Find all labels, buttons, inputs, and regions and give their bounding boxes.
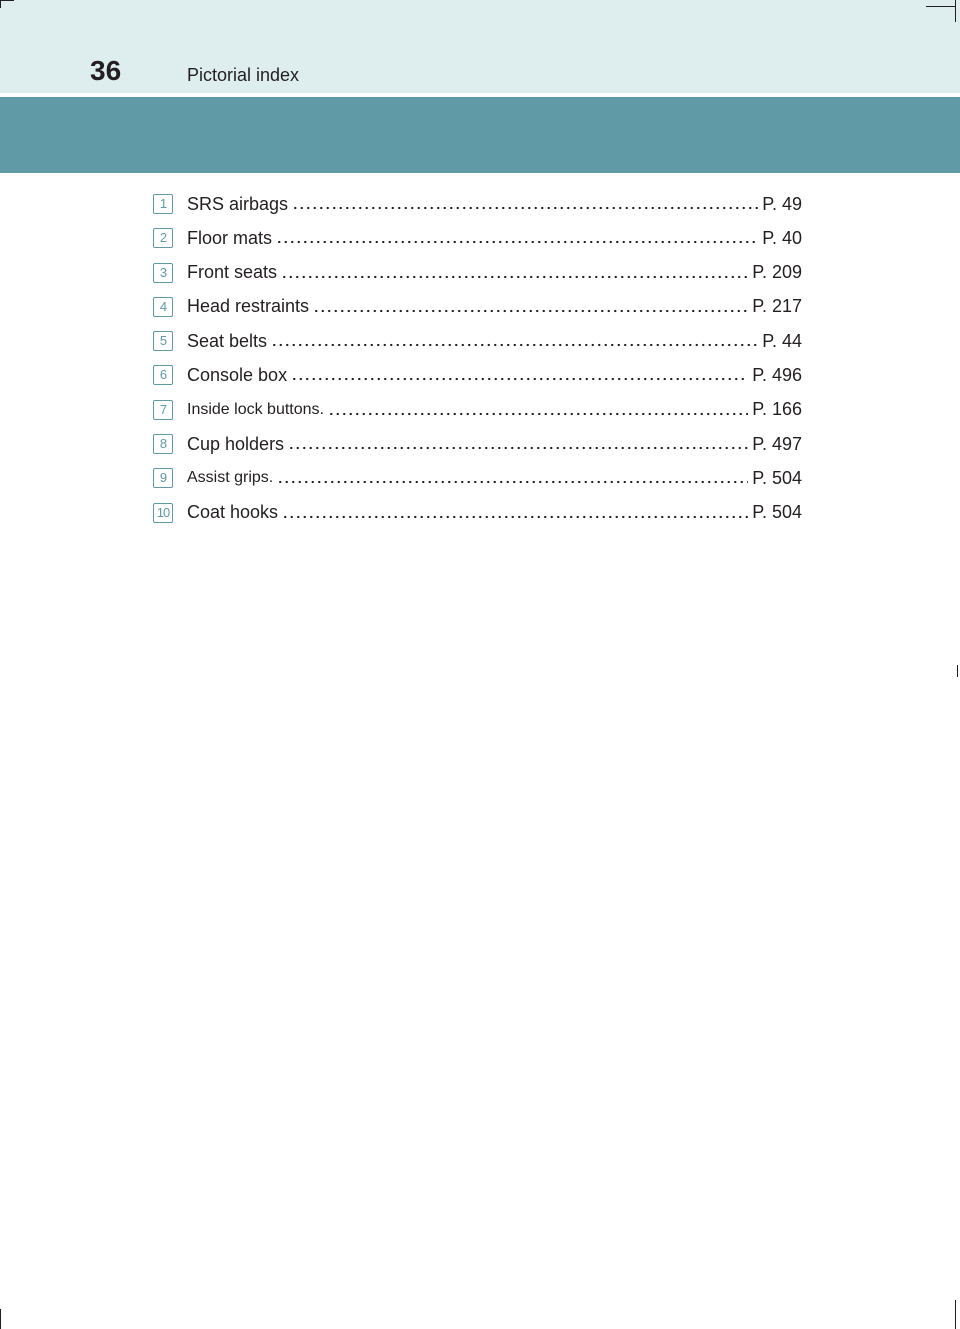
page-reference-link[interactable]: P. 496 (752, 364, 802, 385)
item-label: Head restraints (187, 296, 310, 317)
item-number-badge: 4 (153, 297, 173, 317)
item-number-badge: 8 (153, 434, 173, 454)
index-row[interactable] (150, 221, 802, 255)
index-row[interactable] (150, 290, 802, 324)
index-entry (187, 221, 802, 255)
leader-dots (271, 338, 758, 352)
item-number-badge: 5 (153, 331, 173, 351)
item-label: Seat belts (187, 330, 268, 351)
index-row[interactable] (150, 324, 802, 358)
leader-dots (277, 475, 748, 489)
index-entry (187, 393, 802, 427)
index-entry (187, 496, 802, 530)
item-number-badge: 2 (153, 228, 173, 248)
item-number-badge: 7 (153, 400, 173, 420)
index-row[interactable] (150, 256, 802, 290)
crop-mark-right-tick (957, 665, 958, 677)
item-number-badge: 3 (153, 263, 173, 283)
item-label: Front seats (187, 262, 278, 283)
leader-dots (313, 304, 748, 318)
page-reference-link[interactable]: P. 166 (752, 399, 802, 420)
index-entry (187, 187, 802, 221)
index-entry (187, 324, 802, 358)
index-entry (187, 290, 802, 324)
leader-dots (282, 510, 748, 524)
item-number-badge: 1 (153, 194, 173, 214)
leader-dots (288, 441, 748, 455)
index-row[interactable] (150, 187, 802, 221)
item-label: Inside lock buttons. (187, 400, 324, 418)
header-band (0, 0, 960, 93)
index-row[interactable] (150, 358, 802, 392)
page-title: Pictorial index (187, 65, 300, 85)
crop-mark-bottom-left (0, 1309, 1, 1329)
item-label: SRS airbags (187, 193, 289, 214)
page-reference-link[interactable]: P. 40 (762, 227, 802, 248)
item-label: Floor mats (187, 227, 273, 248)
item-label: Cup holders (187, 433, 285, 454)
index-row[interactable] (150, 427, 802, 461)
crop-mark-top-right (955, 0, 956, 22)
item-number-badge: 6 (153, 365, 173, 385)
page-reference-link[interactable]: P. 504 (752, 502, 802, 523)
leader-dots (281, 270, 748, 284)
page-reference-link[interactable]: P. 217 (752, 296, 802, 317)
crop-mark-top-left-h (0, 0, 14, 1)
page-number: 36 (90, 55, 122, 86)
index-entry (187, 427, 802, 461)
index-entry (187, 358, 802, 392)
item-label: Assist grips. (187, 469, 274, 487)
index-row[interactable] (150, 461, 802, 495)
page-reference-link[interactable]: P. 209 (752, 262, 802, 283)
index-entry (187, 461, 802, 495)
section-bar (0, 97, 960, 173)
item-label: Console box (187, 364, 288, 385)
item-number-badge: 9 (153, 468, 173, 488)
crop-mark-bottom-right (955, 1300, 956, 1329)
pictorial-index-list (150, 187, 802, 530)
leader-dots (292, 201, 758, 215)
page-reference-link[interactable]: P. 49 (762, 193, 802, 214)
crop-mark-top-left (0, 0, 1, 8)
leader-dots (328, 407, 748, 421)
index-entry (187, 256, 802, 290)
item-number-badge: 10 (153, 503, 173, 523)
page-reference-link[interactable]: P. 504 (752, 467, 802, 488)
crop-mark-top-right-h (926, 6, 956, 7)
page-reference-link[interactable]: P. 44 (762, 330, 802, 351)
item-label: Coat hooks (187, 502, 279, 523)
index-row[interactable] (150, 393, 802, 427)
leader-dots (276, 235, 758, 249)
leader-dots (291, 372, 748, 386)
page-reference-link[interactable]: P. 497 (752, 433, 802, 454)
index-row[interactable] (150, 496, 802, 530)
